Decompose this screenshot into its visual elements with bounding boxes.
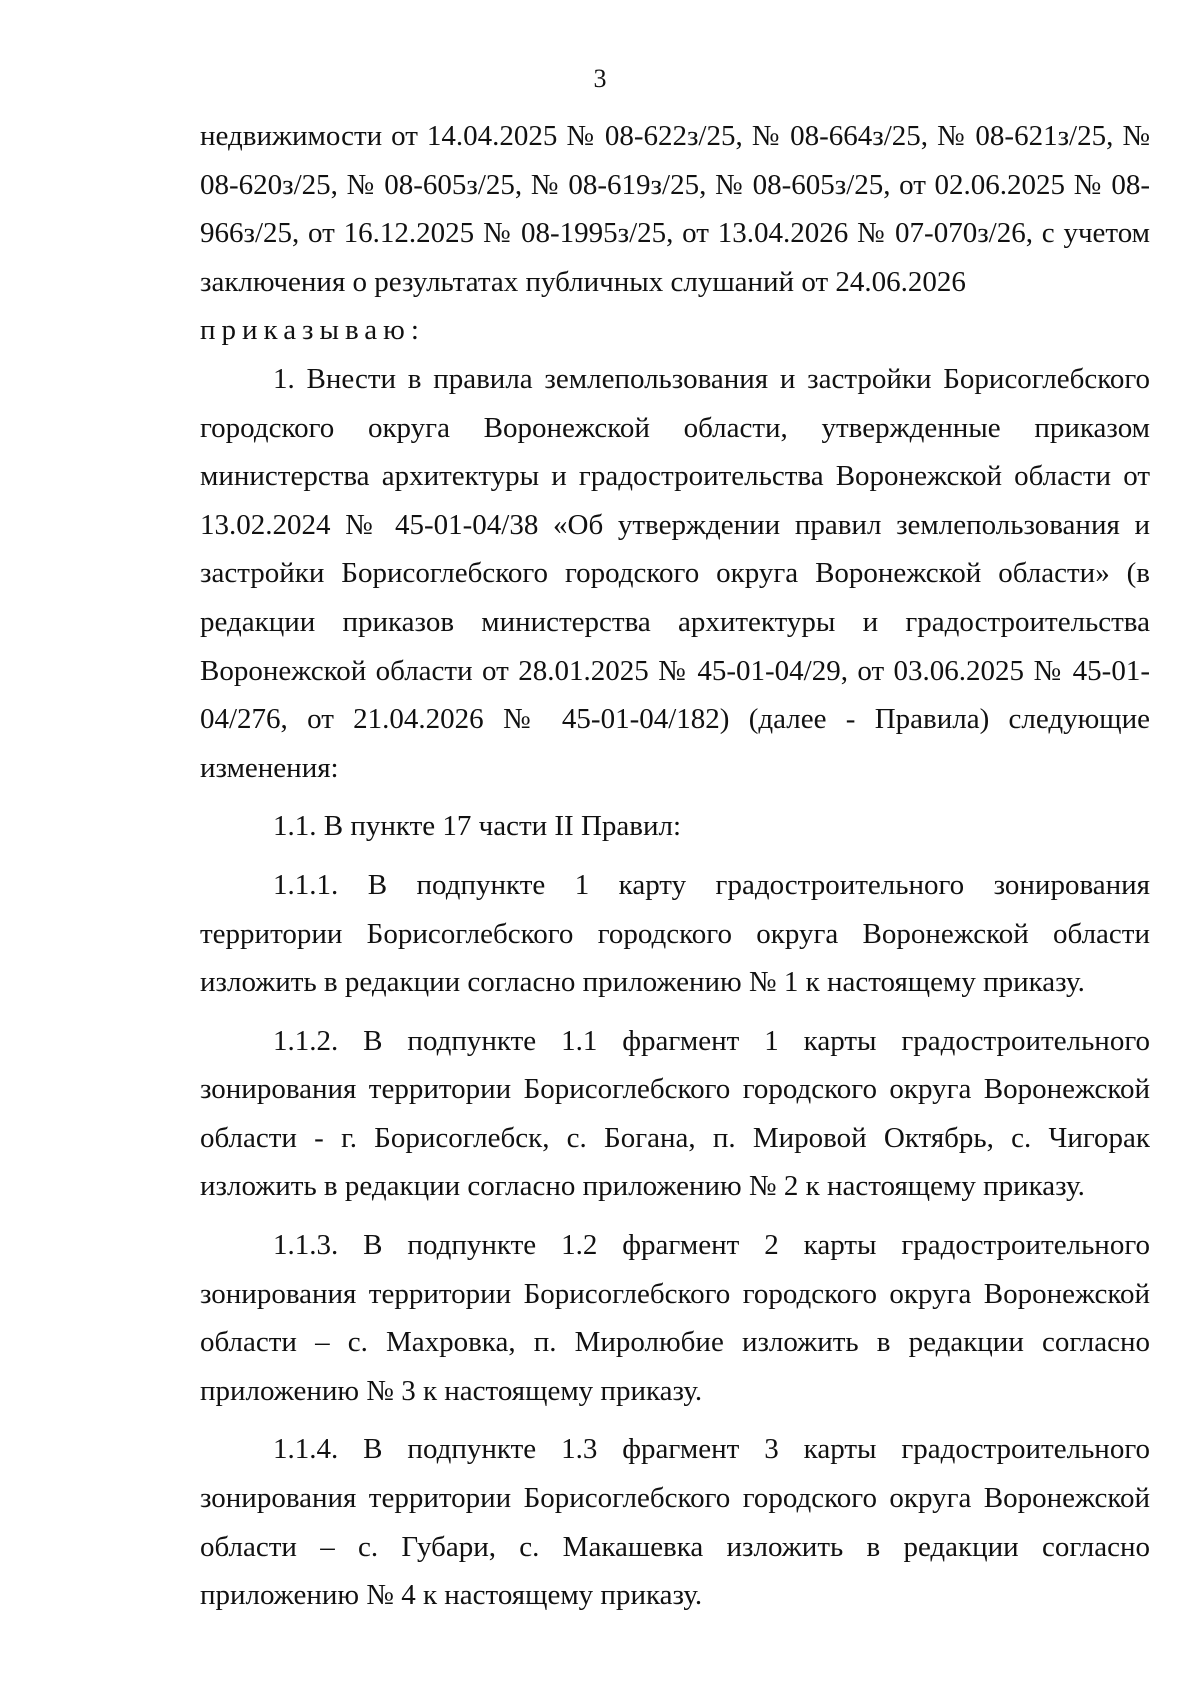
paragraph-item-1-1-1: 1.1.1. В подпункте 1 карту градостроительного зонирования территории Борисоглебского городского округа Воронежской области изложить в редакции согласно приложению № 1 к настоящему приказу.	[200, 868, 1150, 999]
paragraph-item-1-1-3: 1.1.3. В подпункте 1.2 фрагмент 2 карты градостроительного зонирования территории Борисоглебского городского округа Воронежской области – с. Махровка, п. Миролюбие изложить в редакции согласно приложению № 3 к настоящему приказу.	[200, 1229, 1150, 1407]
paragraph-item-1-1: 1.1. В пункте 17 части II Правил:	[273, 810, 682, 843]
paragraph-item-1-1-2: 1.1.2. В подпункте 1.1 фрагмент 1 карты градостроительного зонирования территории Борисоглебского городского округа Воронежской области - г. Борисоглебск, с. Богана, п. Мировой Октябрь, с. Чигорак изложить в редакции согласно приложению № 2 к настоящему приказу.	[200, 1024, 1150, 1203]
page-number: 3	[593, 64, 607, 93]
document-body	[200, 112, 1150, 1620]
paragraph-item-1: 1. Внести в правила землепользования и застройки Борисоглебского городского округа Воронежской области, утвержденные приказом министерства архитектуры и градостроительства Воронежской области от 13.02.2024 № 45-01-04/38 «Об утверждении правил землепользования и застройки Борисоглебского городского округа Воронежской области» (в редакции приказов министерства архитектуры и градостроительства Воронежской области от 28.01.2025 № 45-01-04/29, от 03.06.2025 № 45-01-04/276, от 21.04.2026 № 45-01-04/182) (далее - Правила) следующие изменения:	[200, 362, 1150, 784]
paragraph-order-word: приказываю:	[200, 314, 425, 347]
paragraph-item-1-1-4: 1.1.4. В подпункте 1.3 фрагмент 3 карты градостроительного зонирования территории Борисоглебского городского округа Воронежской области – с. Губари, с. Макашевка изложить в редакции согласно приложению № 4 к настоящему приказу.	[200, 1433, 1150, 1612]
paragraph-preamble: недвижимости от 14.04.2025 № 08-622з/25, № 08-664з/25, № 08-621з/25, № 08-620з/25, № 08-605з/25, № 08-619з/25, № 08-605з/25, от 02.06.2025 № 08-966з/25, от 16.12.2025 № 08-1995з/25, от 13.04.2026 № 07-070з/26, с учетом заключения о результатах публичных слушаний от 24.06.2026	[200, 120, 1150, 298]
